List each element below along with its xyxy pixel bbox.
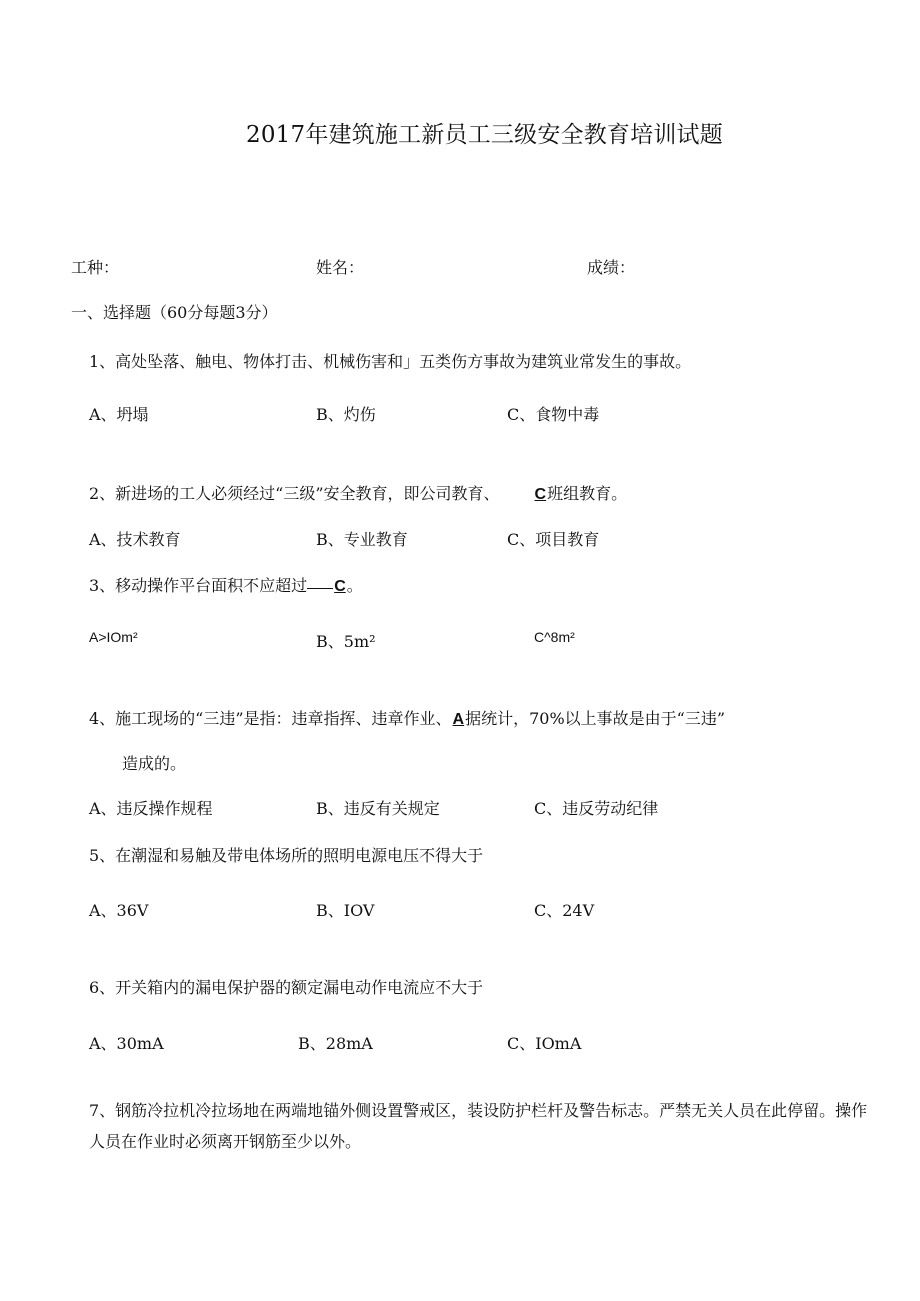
question-1-option-a: A、坍塌 [89, 405, 149, 424]
question-3-option-c: C^8m² [534, 629, 575, 645]
question-3-option-b: B、5m² [316, 632, 376, 651]
section-choice-heading: 一、选择题（60分每题3分） [71, 303, 278, 322]
question-2 [89, 481, 627, 504]
question-3-option-a: A>IOm² [89, 629, 138, 645]
question-6: 6、开关箱内的漏电保护器的额定漏电动作电流应不大于 [89, 978, 484, 997]
document-title: 2017年建筑施工新员工三级安全教育培训试题 [246, 122, 723, 148]
question-4-option-c: C、违反劳动纪律 [534, 799, 659, 818]
question-3-prefix: 3、移动操作平台面积不应超过 [89, 576, 308, 595]
question-2-option-a: A、技术教育 [89, 530, 181, 549]
question-4-answer: A [452, 711, 465, 728]
score-label: 成绩： [587, 258, 636, 277]
question-7: 7、钢筋冷拉机冷拉场地在两端地锚外侧设置警戒区，装设防护栏杆及警告标志。严禁无关人员在此停留。操作人员在作业时必须离开钢筋至少以外。 [89, 1101, 868, 1151]
question-4-prefix: 4、施工现场的“三违”是指：违章指挥、违章作业、 [89, 709, 452, 728]
question-3-suffix: 。 [346, 576, 363, 595]
question-4-option-a: A、违反操作规程 [89, 799, 213, 818]
work-type-label: 工种： [71, 258, 120, 277]
question-3 [89, 573, 363, 596]
question-1-option-b: B、灼伤 [316, 405, 376, 424]
question-6-option-c: C、IOmA [507, 1034, 582, 1053]
question-1: 1、高处坠落、触电、物体打击、机械伤害和」五类伤方事故为建筑业常发生的事故。 [89, 352, 692, 371]
question-2-answer: C [534, 486, 547, 503]
question-5: 5、在潮湿和易触及带电体场所的照明电源电压不得大于 [89, 846, 484, 865]
question-5-option-c: C、24V [534, 901, 595, 920]
question-4 [89, 706, 725, 729]
question-4-continuation: 造成的。 [122, 754, 187, 773]
question-1-option-c: C、食物中毒 [507, 405, 600, 424]
answer-blank [307, 588, 333, 589]
question-3-answer: C [334, 578, 346, 595]
question-2-prefix: 2、新进场的工人必须经过“三级”安全教育，即公司教育、 [89, 484, 500, 503]
question-2-option-c: C、项目教育 [507, 530, 600, 549]
question-6-option-b: B、28mA [298, 1034, 373, 1053]
question-5-option-b: B、IOV [316, 901, 375, 920]
question-2-option-b: B、专业教育 [316, 530, 408, 549]
question-5-option-a: A、36V [89, 901, 149, 920]
question-4-suffix: 据统计，70%以上事故是由于“三违” [465, 709, 726, 728]
question-4-option-b: B、违反有关规定 [316, 799, 440, 818]
question-6-option-a: A、30mA [89, 1034, 164, 1053]
name-label: 姓名： [316, 258, 365, 277]
question-2-suffix: 班组教育。 [547, 484, 628, 503]
